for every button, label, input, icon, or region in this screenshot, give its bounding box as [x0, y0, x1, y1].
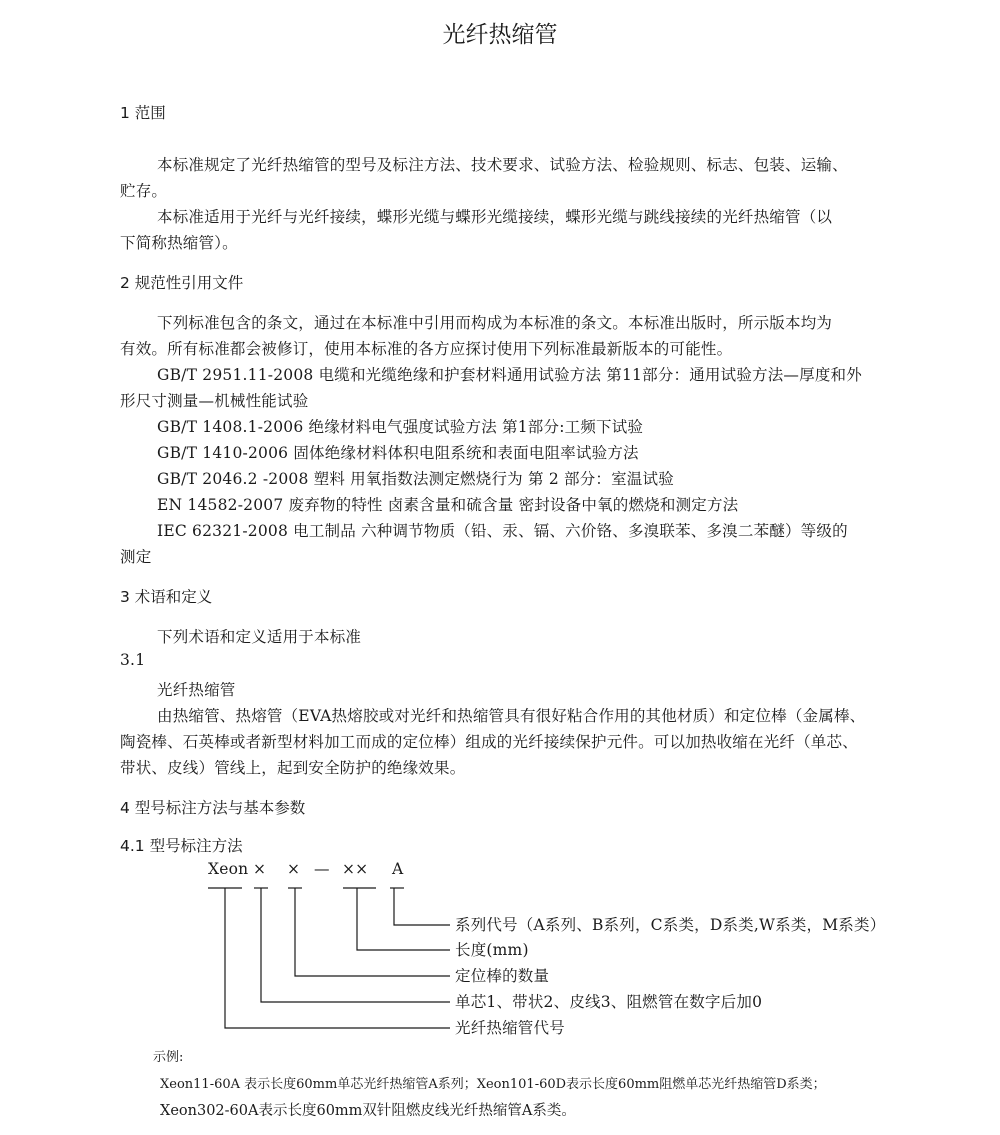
reference-item: GB/T 1410-2006 固体绝缘材料体积电阻系统和表面电阻率试验方法 — [157, 444, 639, 462]
term-name: 光纤热缩管 — [157, 681, 236, 699]
reference-item: GB/T 1408.1-2006 绝缘材料电气强度试验方法 第1部分:工频下试验 — [157, 418, 644, 436]
section-4-heading: 4 型号标注方法与基本参数 — [120, 799, 306, 817]
reference-item: IEC 62321-2008 电工制品 六种调节物质（铅、汞、镉、六价铬、多溴联苯、多溴二苯醚）等级的 — [157, 522, 848, 540]
code-prefix: Xeon — [208, 860, 249, 878]
section-2-paragraph-line-2: 有效。所有标准都会被修订，使用本标准的各方应探讨使用下列标准最新版本的可能性。 — [120, 340, 733, 358]
reference-item: GB/T 2046.2 -2008 塑料 用氧指数法测定燃烧行为 第 2 部分：室温试验 — [157, 470, 674, 488]
code-rod-count: × — [287, 860, 301, 878]
section-1-heading: 1 范围 — [120, 104, 166, 122]
reference-item: EN 14582-2007 废弃物的特性 卤素含量和硫含量 密封设备中氧的燃烧和测定方法 — [157, 496, 739, 514]
section-3-intro: 下列术语和定义适用于本标准 — [157, 628, 362, 646]
code-core-type: × — [253, 860, 267, 878]
code-label-rod-count: 定位棒的数量 — [455, 967, 550, 985]
example-line-1: Xeon11-60A 表示长度60mm单芯光纤热缩管A系列；Xeon101-60D表示长度60mm阻燃单芯光纤热缩管D系类； — [160, 1077, 826, 1092]
section-2-paragraph-line-1: 下列标准包含的条文，通过在本标准中引用而构成为本标准的条文。本标准出版时，所示版本均为 — [157, 314, 833, 332]
code-length: ×× — [342, 860, 369, 878]
term-definition-line-3: 带状、皮线）管线上，起到安全防护的绝缘效果。 — [120, 759, 466, 777]
code-label-prefix: 光纤热缩管代号 — [455, 1019, 565, 1037]
section-1-paragraph-1-line-1: 本标准规定了光纤热缩管的型号及标注方法、技术要求、试验方法、检验规则、标志、包装、运输、 — [157, 156, 848, 174]
code-dash: — — [314, 860, 330, 878]
term-definition-line-2: 陶瓷棒、石英棒或者新型材料加工而成的定位棒）组成的光纤接续保护元件。可以加热收缩在光纤（单芯、 — [120, 733, 858, 751]
code-label-core-type: 单芯1、带状2、皮线3、阻燃管在数字后加0 — [455, 993, 763, 1011]
section-2-heading: 2 规范性引用文件 — [120, 274, 244, 292]
example-label: 示例: — [153, 1050, 184, 1065]
section-1-paragraph-2-line-1: 本标准适用于光纤与光纤接续，蝶形光缆与蝶形光缆接续，蝶形光缆与跳线接续的光纤热缩管（以 — [157, 208, 833, 226]
code-label-length: 长度(mm) — [455, 941, 529, 959]
term-definition-line-1: 由热缩管、热熔管（EVA热熔胶或对光纤和热缩管具有很好粘合作用的其他材质）和定位棒（金属棒、 — [157, 707, 866, 725]
reference-item: GB/T 2951.11-2008 电缆和光缆绝缘和护套材料通用试验方法 第11部分：通用试验方法—厚度和外 — [157, 366, 862, 384]
section-1-paragraph-2-line-2: 下简称热缩管）。 — [120, 234, 238, 252]
reference-item-continuation: 测定 — [120, 548, 152, 566]
section-1-paragraph-1-line-2: 贮存。 — [120, 182, 168, 200]
section-3-heading: 3 术语和定义 — [120, 588, 213, 606]
code-label-series: 系列代号（A系列、B系列，C系类，D系类,W系类，M系类） — [455, 916, 886, 934]
example-line-2: Xeon302-60A表示长度60mm双针阻燃皮线光纤热缩管A系类。 — [160, 1103, 576, 1119]
section-4-1-heading: 4.1 型号标注方法 — [120, 837, 243, 855]
term-number: 3.1 — [120, 651, 146, 669]
code-series: A — [392, 860, 404, 878]
page-title: 光纤热缩管 — [442, 22, 558, 48]
reference-item-continuation: 形尺寸测量—机械性能试验 — [120, 392, 309, 410]
